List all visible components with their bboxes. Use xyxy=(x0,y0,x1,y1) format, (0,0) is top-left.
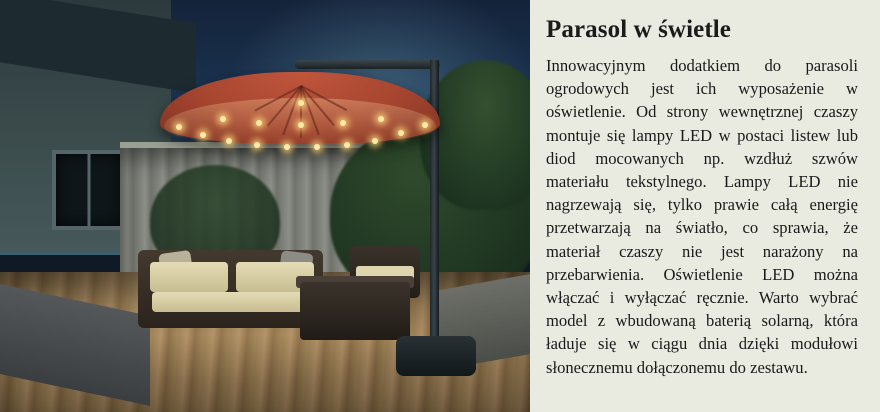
led-bulb xyxy=(340,120,346,126)
led-bulb xyxy=(298,100,304,106)
led-bulb xyxy=(398,130,404,136)
led-bulb xyxy=(284,144,290,150)
canopy-rib xyxy=(300,86,302,138)
article-headline: Parasol w świetle xyxy=(546,16,731,43)
led-bulb xyxy=(176,124,182,130)
sofa-seat-cushion xyxy=(152,292,312,312)
led-bulb xyxy=(372,138,378,144)
led-bulb xyxy=(298,122,304,128)
umbrella-arm xyxy=(295,60,440,69)
window-mullion xyxy=(88,154,91,226)
led-bulb xyxy=(344,142,350,148)
lit-umbrella xyxy=(160,72,440,152)
coffee-table xyxy=(300,282,410,340)
house-window xyxy=(52,150,126,230)
article-text-column xyxy=(530,0,880,412)
led-bulb xyxy=(378,116,384,122)
sofa-cushion-left xyxy=(150,262,228,292)
led-bulb xyxy=(314,144,320,150)
led-bulb xyxy=(226,138,232,144)
led-bulb xyxy=(200,132,206,138)
led-bulb xyxy=(422,122,428,128)
led-bulb xyxy=(254,142,260,148)
umbrella-base xyxy=(396,336,476,376)
led-bulb xyxy=(220,116,226,122)
led-bulb xyxy=(256,120,262,126)
article-body: Innowacyjnym dodatkiem do parasoli ogrodowych jest ich wyposażenie w oświetlenie. Od strony wewnętrznej czaszy montuje się lampy LED w postaci listew lub diod mocowanych np. wzdłuż szwów materiału tekstylnego. Lampy LED nie nagrzewają się, tylko prawie całą energię przetwarzają na światło, co sprawia, że materiał czaszy nie jest narażony na przebarwienia. Oświetlenie LED można włączać i wyłączać ręcznie. Warto wybrać model z wbudowaną baterią solarną, która ładuje się w ciągu dnia dzięki modułowi słonecznemu dołączonemu do zestawu. xyxy=(546,56,858,377)
